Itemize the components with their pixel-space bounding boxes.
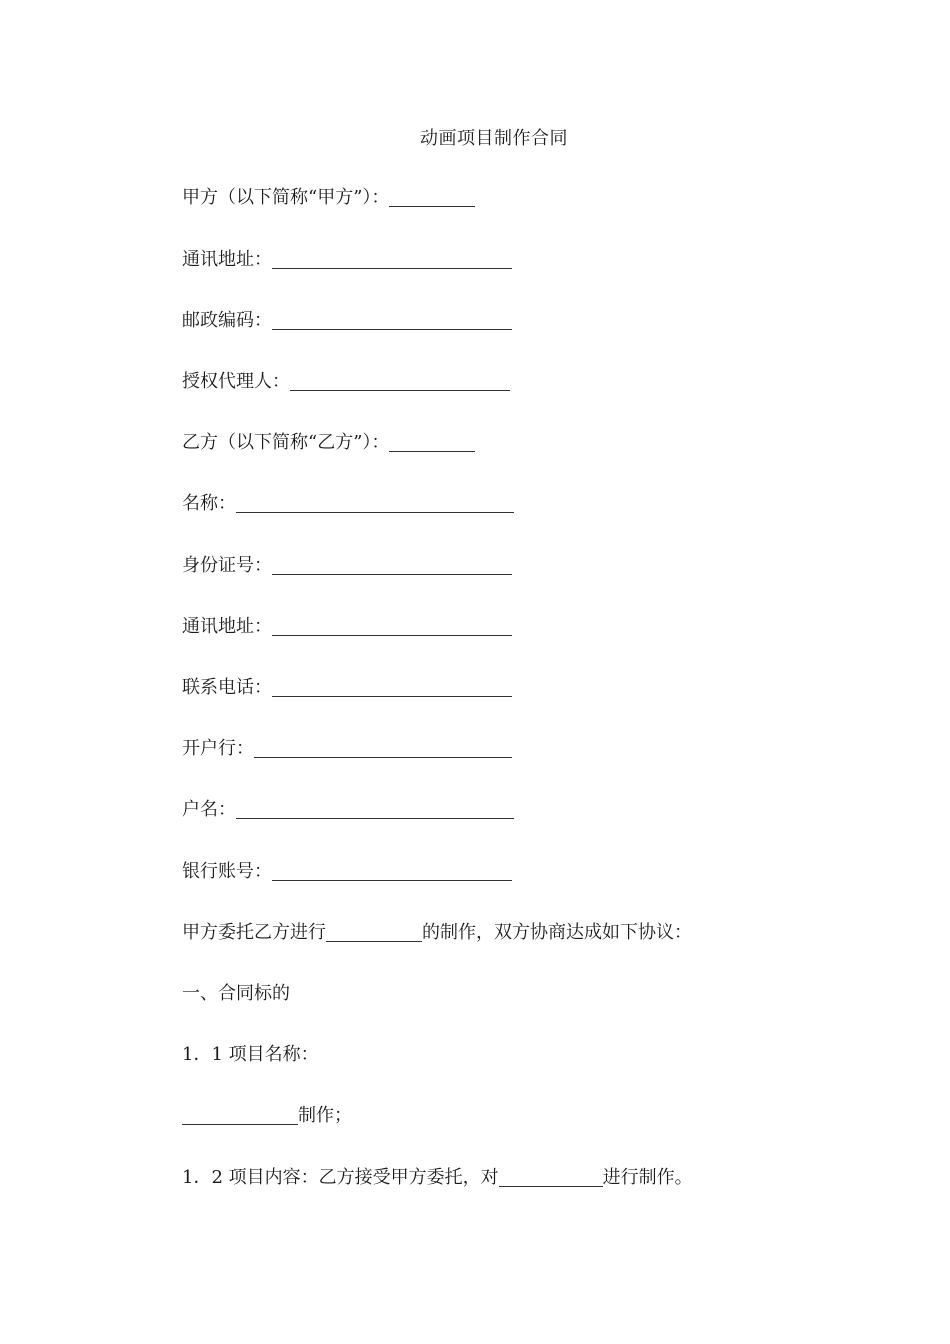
party-b-account-no-label: 银行账号：	[182, 861, 272, 882]
party-b-id-blank[interactable]	[272, 556, 512, 575]
party-b-phone-blank[interactable]	[272, 678, 512, 697]
party-a-agent-line	[182, 370, 510, 394]
item2-blank[interactable]	[499, 1168, 603, 1187]
item2-line	[182, 1166, 693, 1190]
party-b-bank-blank[interactable]	[254, 739, 512, 758]
party-a-address-label: 通讯地址：	[182, 249, 272, 270]
section1-heading: 一、合同标的	[182, 983, 290, 1004]
party-b-account-name-blank[interactable]	[236, 800, 514, 819]
party-b-account-no-line	[182, 860, 512, 884]
item2-before: 1．2 项目内容：乙方接受甲方委托，对	[182, 1167, 499, 1188]
item1-label: 1．1 项目名称：	[182, 1044, 319, 1065]
party-b-name-label: 名称：	[182, 493, 236, 514]
item1-value-line	[182, 1104, 352, 1128]
document-title: 动画项目制作合同	[420, 128, 568, 149]
party-b-blank[interactable]	[389, 433, 475, 452]
intro-after: 的制作，双方协商达成如下协议：	[422, 922, 692, 943]
party-a-postal-line	[182, 309, 512, 333]
party-a-postal-label: 邮政编码：	[182, 310, 272, 331]
party-b-account-no-blank[interactable]	[272, 862, 512, 881]
party-a-address-blank[interactable]	[272, 250, 512, 269]
party-b-bank-label: 开户行：	[182, 738, 254, 759]
party-a-agent-blank[interactable]	[290, 372, 510, 391]
item1-line	[182, 1043, 319, 1067]
party-a-heading: 甲方（以下简称“甲方”）：	[182, 187, 390, 208]
party-b-id-label: 身份证号：	[182, 555, 272, 576]
party-b-id-line	[182, 554, 512, 578]
party-a-blank[interactable]	[389, 188, 475, 207]
party-b-bank-line	[182, 737, 512, 761]
party-b-name-line	[182, 492, 514, 516]
item1-blank[interactable]	[182, 1106, 298, 1125]
party-b-address-blank[interactable]	[272, 617, 512, 636]
party-a-agent-label: 授权代理人：	[182, 371, 290, 392]
party-a-postal-blank[interactable]	[272, 311, 512, 330]
party-b-account-name-line	[182, 798, 514, 822]
section1-heading-line	[182, 982, 290, 1006]
party-b-heading: 乙方（以下简称“乙方”）：	[182, 432, 390, 453]
intro-line	[182, 921, 692, 945]
party-b-name-blank[interactable]	[236, 494, 514, 513]
party-b-address-label: 通讯地址：	[182, 616, 272, 637]
item2-after: 进行制作。	[602, 1167, 693, 1188]
party-b-phone-label: 联系电话：	[182, 677, 272, 698]
party-b-account-name-label: 户名：	[182, 799, 236, 820]
item1-suffix: 制作；	[298, 1105, 352, 1126]
party-b-address-line	[182, 615, 512, 639]
party-b-phone-line	[182, 676, 512, 700]
intro-blank[interactable]	[326, 923, 422, 942]
party-b-line	[182, 431, 475, 455]
party-a-address-line	[182, 248, 512, 272]
intro-before: 甲方委托乙方进行	[182, 922, 326, 943]
party-a-line	[182, 186, 475, 210]
